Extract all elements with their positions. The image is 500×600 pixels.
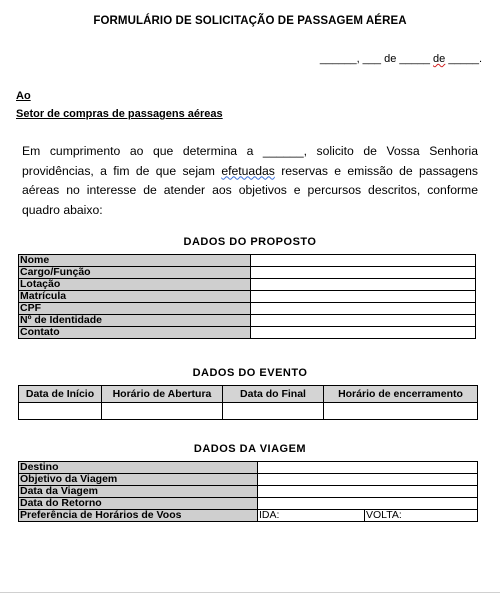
row-label: Preferência de Horários de Voos: [19, 510, 258, 522]
paragraph-text-end: reservas e emissão de passagens aéreas no interesse de atender aos objetivos e percursos descritos, conforme quadro abaixo:: [22, 163, 478, 217]
value-cell[interactable]: [251, 327, 476, 339]
row-label: Matrícula: [19, 291, 251, 303]
table-row: [19, 267, 476, 279]
row-label: Objetivo da Viagem: [19, 474, 258, 486]
table-row: [19, 486, 478, 498]
table-row: [19, 303, 476, 315]
row-label: Nome: [19, 255, 251, 267]
row-label: Nº de Identidade: [19, 315, 251, 327]
date-line: [320, 53, 482, 65]
value-cell[interactable]: [19, 403, 102, 420]
date-de-2: de: [433, 53, 446, 65]
value-cell[interactable]: [251, 291, 476, 303]
value-cell[interactable]: [324, 403, 478, 420]
section-title-viagem: DADOS DA VIAGEM: [193, 443, 307, 455]
table-row: [19, 327, 476, 339]
table-row: [19, 474, 478, 486]
proposto-table: [18, 254, 476, 339]
table-row: [19, 498, 478, 510]
evento-table: [18, 385, 478, 420]
row-label: Destino: [19, 462, 258, 474]
date-de-1: de: [384, 53, 397, 65]
row-label: Cargo/Função: [19, 267, 251, 279]
table-row: [19, 291, 476, 303]
column-header: Horário de Abertura: [102, 386, 223, 403]
form-title: FORMULÁRIO DE SOLICITAÇÃO DE PASSAGEM AÉREA: [93, 15, 407, 27]
table-row: [19, 462, 478, 474]
row-label: Contato: [19, 327, 251, 339]
table-row: [19, 279, 476, 291]
section-title-proposto: DADOS DO PROPOSTO: [183, 236, 317, 248]
column-header: Horário de encerramento: [324, 386, 478, 403]
paragraph-flagged-word: efetuadas: [221, 163, 275, 178]
table-row: [19, 315, 476, 327]
column-header: Data de Início: [19, 386, 102, 403]
value-cell[interactable]: [258, 474, 478, 486]
section-title-evento: DADOS DO EVENTO: [192, 367, 308, 379]
page-bottom-edge: [0, 592, 500, 593]
table-header-row: [19, 386, 478, 403]
date-blank-2: _____: [396, 53, 434, 65]
table-row: [19, 510, 478, 522]
value-cell[interactable]: [258, 486, 478, 498]
ida-cell[interactable]: IDA:: [258, 510, 365, 522]
row-label: Lotação: [19, 279, 251, 291]
paragraph-text-start: Em cumprimento ao que determina a ______, solicito de Vossa Senhoria providências, a fim de que sejam: [22, 144, 478, 178]
addressee-setor: Setor de compras de passagens aéreas: [16, 108, 223, 120]
column-header: Data do Final: [223, 386, 324, 403]
volta-cell[interactable]: VOLTA:: [365, 510, 478, 522]
value-cell[interactable]: [251, 303, 476, 315]
date-blank-3: _____.: [445, 53, 482, 65]
row-label: Data da Viagem: [19, 486, 258, 498]
value-cell[interactable]: [258, 498, 478, 510]
value-cell[interactable]: [223, 403, 324, 420]
viagem-table: [18, 461, 478, 522]
value-cell[interactable]: [251, 267, 476, 279]
row-label: Data do Retorno: [19, 498, 258, 510]
value-cell[interactable]: [251, 279, 476, 291]
addressee-ao: Ao: [16, 90, 31, 102]
row-label: CPF: [19, 303, 251, 315]
table-row: [19, 255, 476, 267]
request-paragraph: [22, 142, 478, 220]
value-cell[interactable]: [102, 403, 223, 420]
value-cell[interactable]: [258, 462, 478, 474]
value-cell[interactable]: [251, 315, 476, 327]
date-blank-1: ______, ___: [319, 53, 385, 65]
table-row: [19, 403, 478, 420]
value-cell[interactable]: [251, 255, 476, 267]
